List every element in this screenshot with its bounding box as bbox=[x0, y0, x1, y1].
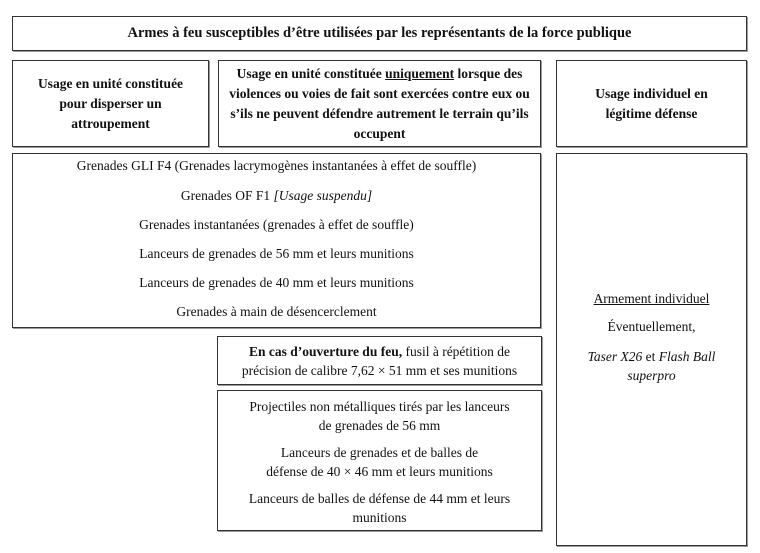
individual-weapons-box bbox=[556, 153, 747, 546]
list-item: Grenades OF F1 [Usage suspendu] bbox=[180, 188, 373, 203]
header-violence bbox=[218, 60, 541, 147]
list-item: Grenades à main de désencerclement bbox=[176, 304, 377, 319]
title-box bbox=[12, 16, 747, 51]
header-individual bbox=[556, 60, 747, 147]
possibly-text: Éventuellement, bbox=[607, 319, 696, 334]
dispersal-weapons-box bbox=[12, 153, 541, 328]
header-dispersal-text: Usage en unité constituée pour disperser un attroupement bbox=[37, 75, 184, 131]
defense-projectiles-box bbox=[217, 390, 542, 531]
header-individual-text: Usage individuel en légitime défense bbox=[595, 85, 708, 121]
header-violence-text: Usage en unité constituée uniquement lorsque des violences ou voies de fait sont exercées contre eux ou s’ils ne peuvent défendre autrement le terrain qu’ils occupent bbox=[229, 65, 530, 141]
list-item: Lanceurs de balles de défense de 44 mm et leurs munitions bbox=[248, 491, 511, 525]
list-item: Lanceurs de grenades de 56 mm et leurs munitions bbox=[139, 246, 414, 261]
fire-opening-box bbox=[217, 336, 542, 385]
list-item: Lanceurs de grenades et de balles de défense de 40 × 46 mm et leurs munitions bbox=[266, 445, 493, 479]
taser-flashball-text: Taser X26 et Flash Ball superpro bbox=[587, 349, 716, 383]
list-item: Lanceurs de grenades de 40 mm et leurs munitions bbox=[139, 275, 414, 290]
suspended-note: [Usage suspendu] bbox=[273, 188, 373, 203]
individual-heading: Armement individuel bbox=[593, 291, 710, 306]
list-item: Grenades GLI F4 (Grenades lacrymogènes instantanées à effet de souffle) bbox=[76, 158, 477, 173]
fire-opening-text: En cas d’ouverture du feu, fusil à répétition de précision de calibre 7,62 × 51 mm et ses munitions bbox=[241, 343, 518, 378]
header-dispersal bbox=[12, 60, 209, 147]
list-item: Projectiles non métalliques tirés par les lanceurs de grenades de 56 mm bbox=[249, 399, 510, 433]
page-title: Armes à feu susceptibles d’être utilisées par les représentants de la force publique bbox=[127, 25, 632, 41]
list-item: Grenades instantanées (grenades à effet de souffle) bbox=[139, 217, 414, 232]
